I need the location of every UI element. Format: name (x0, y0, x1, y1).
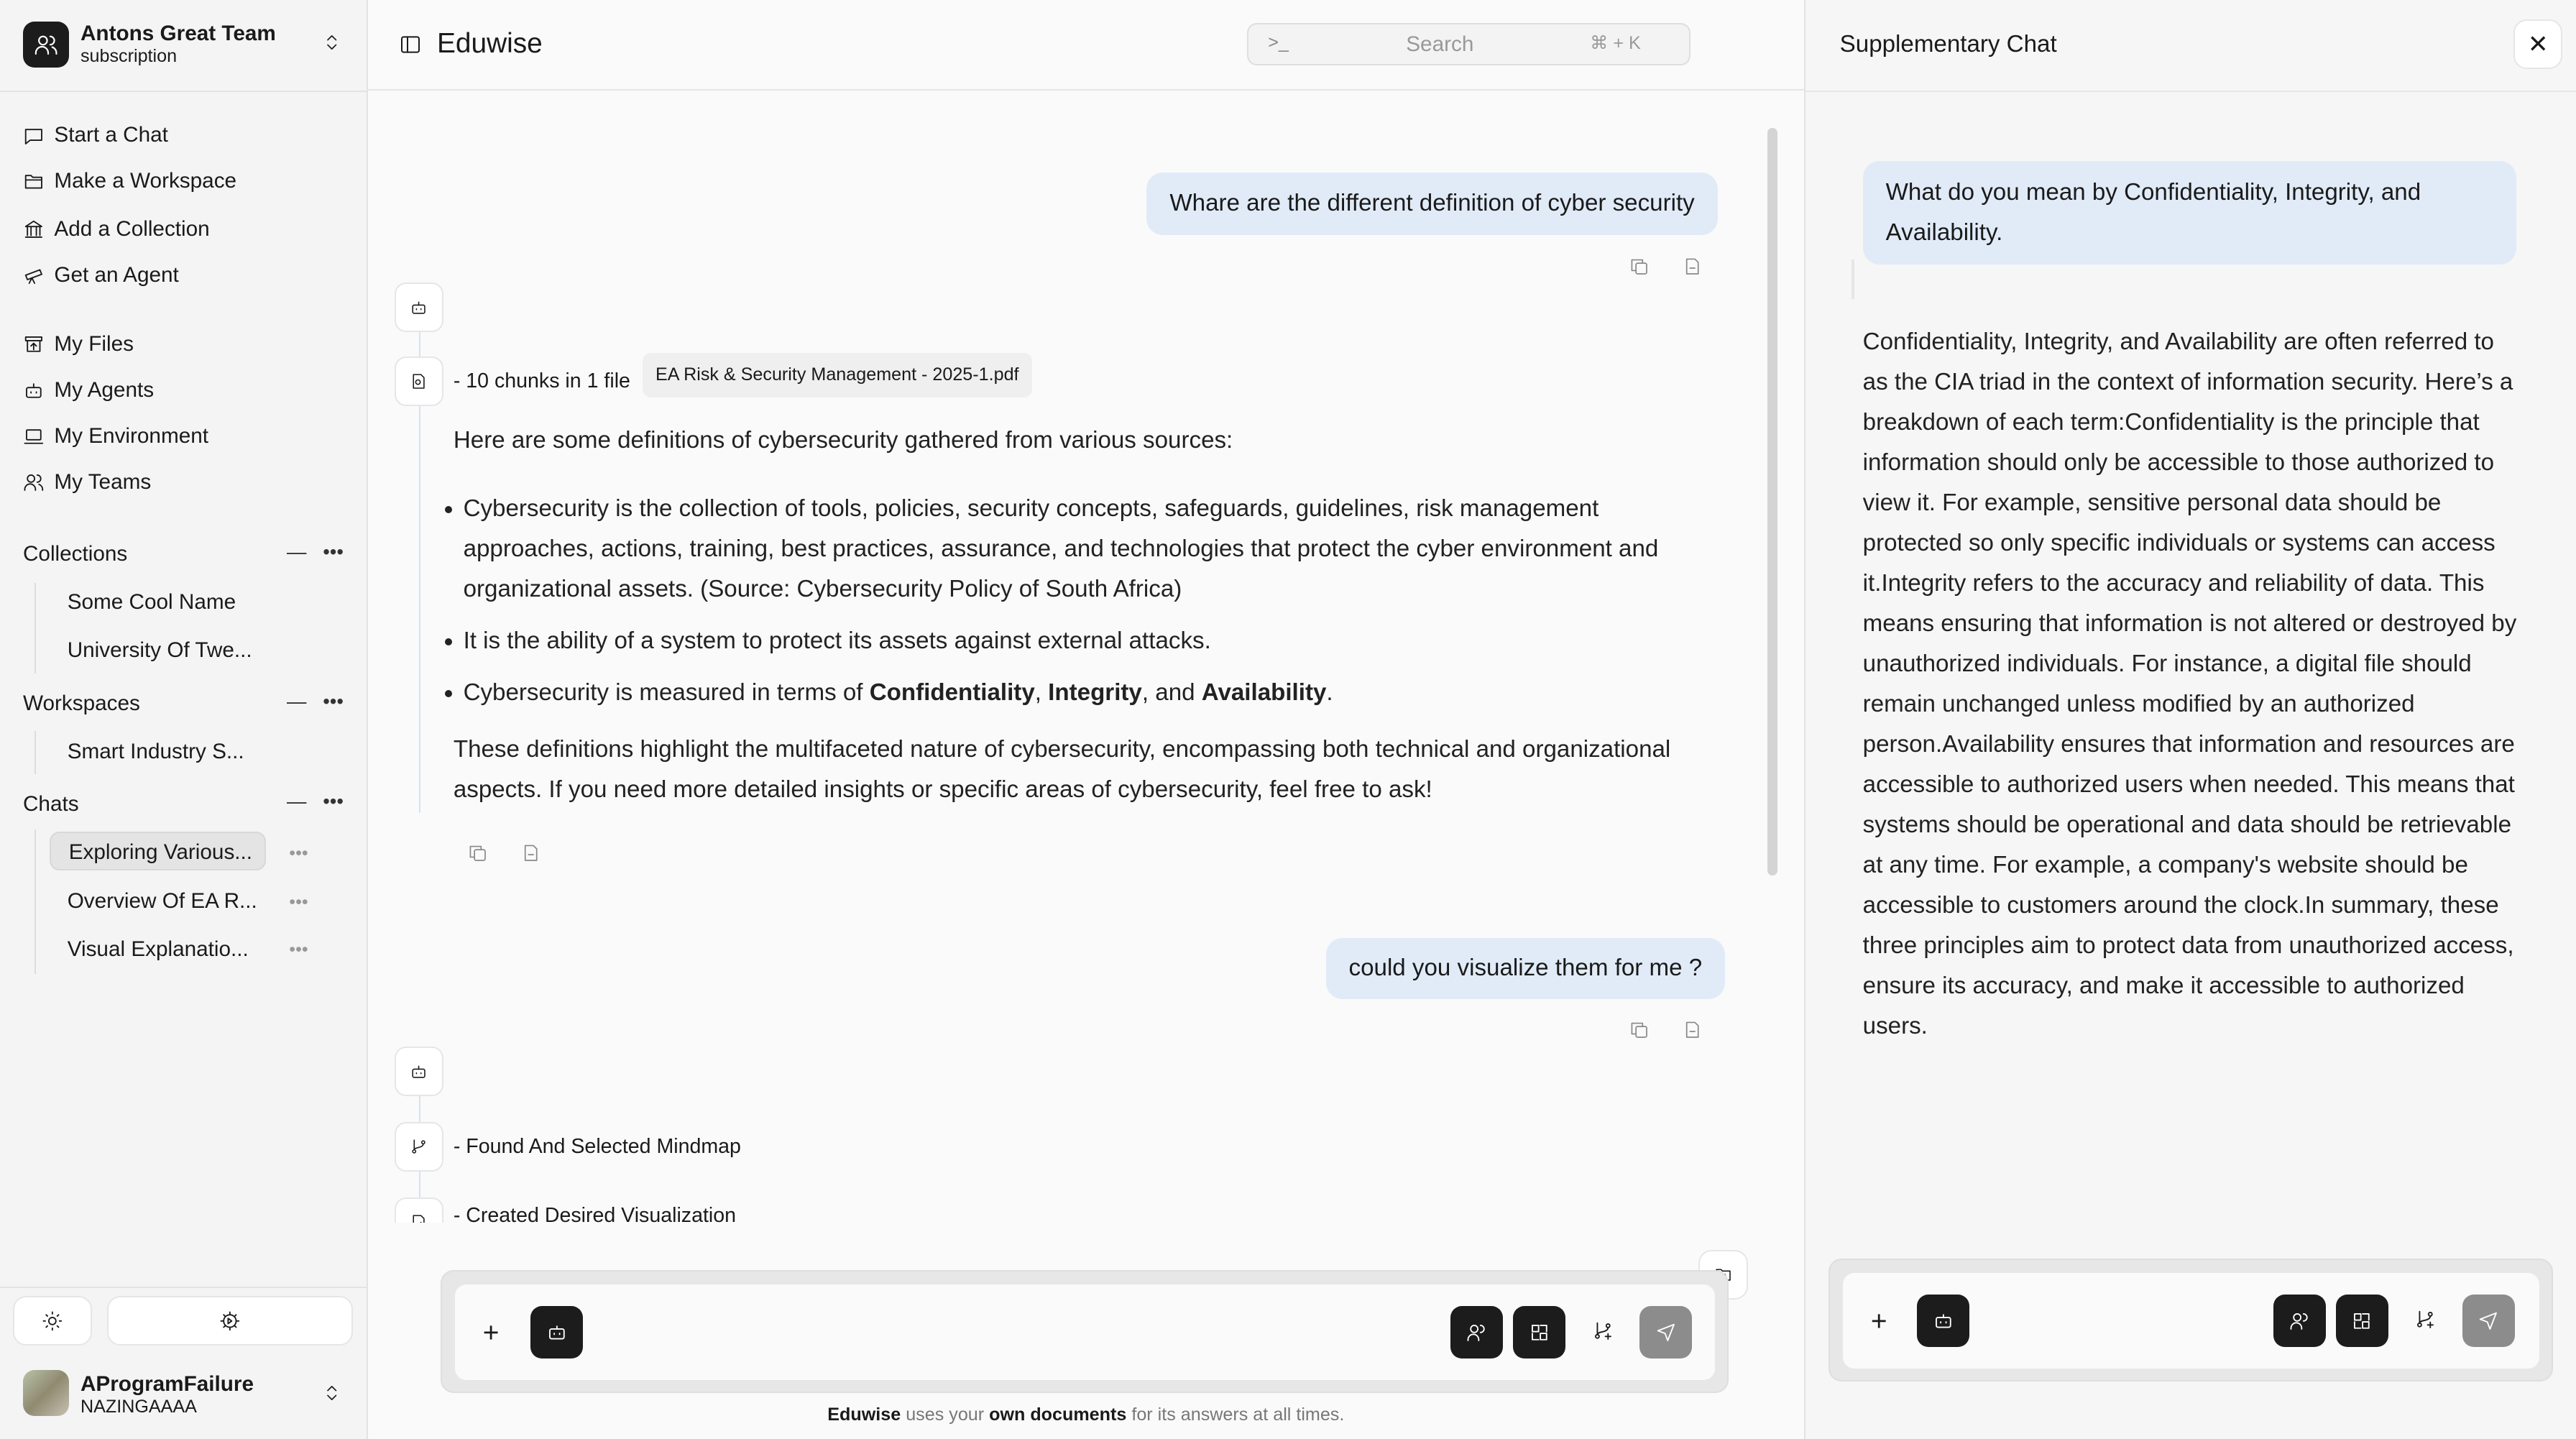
more-icon[interactable]: ••• (323, 689, 344, 712)
source-file-chip[interactable]: EA Risk & Security Management - 2025-1.pdf (643, 353, 1032, 397)
send-button[interactable] (1639, 1306, 1692, 1358)
answer-intro: Here are some definitions of cybersecurity gathered from various sources: (453, 427, 1233, 454)
nav-label: Make a Workspace (54, 169, 237, 193)
nav-label: My Agents (54, 377, 155, 402)
nav-my-teams[interactable] (23, 470, 151, 495)
team-name: Antons Great Team (80, 21, 276, 45)
users-icon (34, 32, 58, 57)
list-item (464, 673, 1702, 713)
chat-more-icon[interactable]: ••• (289, 892, 308, 913)
collapse-icon[interactable]: — (286, 540, 307, 563)
bot-message-icon (546, 1322, 568, 1343)
panel-title: Supplementary Chat (1839, 31, 2057, 58)
git-branch-icon (395, 1122, 444, 1172)
collapse-icon[interactable]: — (286, 790, 307, 813)
file-icon[interactable] (521, 843, 540, 868)
collection-button[interactable] (1513, 1306, 1565, 1358)
git-branch-plus-icon[interactable] (1592, 1320, 1614, 1348)
team-button[interactable] (2273, 1295, 2326, 1347)
nav-label: My Teams (54, 469, 152, 494)
send-icon (2478, 1310, 2499, 1332)
answer-outro: These definitions highlight the multifaceted nature of cybersecurity, encompassing both technical and organizational aspects. If you need more detailed insights or specific areas of cybersecurity, feel free to ask! (453, 735, 1671, 803)
emphasis: own documents (989, 1404, 1127, 1425)
brand: Eduwise (827, 1404, 901, 1425)
users-icon (1466, 1322, 1488, 1343)
collection-item[interactable]: University Of Twe... (67, 638, 252, 662)
composer (1828, 1259, 2553, 1381)
nav-label: My Environment (54, 423, 208, 448)
text: for its answers at all times. (1126, 1404, 1345, 1425)
collapse-icon[interactable]: — (286, 689, 307, 712)
copy-icon[interactable] (1629, 257, 1649, 282)
composer (441, 1270, 1729, 1393)
team-logo (23, 22, 69, 68)
chunks-info: - 10 chunks in 1 file (453, 369, 630, 393)
add-icon[interactable]: + (1870, 1305, 1887, 1337)
nav-label: Start a Chat (54, 123, 168, 147)
copy-icon[interactable] (468, 843, 487, 868)
user-name: AProgramFailure (80, 1371, 254, 1396)
nav-add-collection[interactable] (23, 217, 210, 242)
user-handle: NAZINGAAAA (80, 1396, 197, 1417)
team-switcher-chevron-icon[interactable] (322, 31, 341, 60)
user-message: What do you mean by Confidentiality, Integrity, and Availability. (1863, 161, 2517, 265)
search-placeholder: Search (1406, 32, 1474, 57)
more-icon[interactable]: ••• (323, 540, 344, 563)
collections-actions (287, 541, 344, 564)
nav-make-workspace[interactable] (23, 169, 236, 193)
step-list-clip (368, 1035, 1765, 1223)
nav-label: Get an Agent (54, 262, 179, 287)
chat-more-icon[interactable]: ••• (289, 842, 308, 863)
page-title: Eduwise (436, 27, 543, 59)
library-icon (23, 219, 45, 240)
definition-list (431, 489, 1702, 713)
text: , (1034, 679, 1049, 706)
close-icon: ✕ (2527, 30, 2549, 58)
user-message: Whare are the different definition of cyber security (1146, 173, 1717, 235)
disclaimer (368, 1404, 1804, 1425)
users-icon (23, 472, 45, 493)
grid-icon (2351, 1310, 2373, 1332)
telescope-icon (23, 265, 45, 286)
file-search-icon (395, 357, 444, 406)
grid-icon (1529, 1322, 1550, 1343)
team-plan: subscription (80, 45, 178, 66)
agent-button[interactable] (530, 1306, 583, 1358)
avatar[interactable] (23, 1370, 69, 1416)
divider (0, 91, 367, 92)
sidebar (0, 0, 368, 1439)
close-button[interactable] (2513, 19, 2563, 69)
nav-get-agent[interactable] (23, 263, 179, 288)
tree-line (34, 731, 36, 773)
supplementary-chat-panel (1804, 0, 2576, 1439)
file-check-icon (395, 1197, 444, 1222)
text: Cybersecurity is measured in terms of (463, 679, 870, 706)
send-button[interactable] (2462, 1295, 2515, 1347)
settings-button[interactable] (107, 1296, 354, 1346)
step-text: - Found And Selected Mindmap (453, 1135, 741, 1159)
collection-item[interactable]: Some Cool Name (67, 590, 236, 615)
sidebar-toggle-icon[interactable] (399, 33, 422, 62)
chat-more-icon[interactable]: ••• (289, 939, 308, 960)
scrollbar[interactable] (1767, 128, 1777, 875)
file-icon[interactable] (1683, 257, 1702, 282)
assistant-answer (454, 420, 1702, 810)
more-icon[interactable]: ••• (323, 790, 344, 813)
chat-item[interactable]: Overview Of EA R... (67, 889, 257, 914)
tree-line (34, 583, 36, 673)
gear-icon (219, 1310, 241, 1332)
assistant-answer: Confidentiality, Integrity, and Availability are often referred to as the CIA triad in the context of information security. Here’s a breakdown of each term:Confidentiality is the principle that information should only be accessible to those authorized to view it. For example, sensitive personal data should be protected so only specific individuals or systems can access it.Integrity refers to the accuracy and reliability of data. This means ensuring that information is not altered or destroyed by unauthorized individuals. For instance, a digital file should remain unchanged unless modified by an authorized person.Availability ensures that information and resources are accessible to authorized users when needed. This means that systems should be operational and data should be retrievable at any time. For example, a company's website should be accessible to customers around the clock.In summary, these three principles aim to protect data from unauthorized access, ensure its accuracy, and make it accessible to authorized users. (1862, 328, 2517, 1039)
nav-my-files[interactable] (23, 332, 134, 357)
bot-message-icon (1933, 1310, 1954, 1332)
archive-icon (23, 334, 45, 355)
collection-button[interactable] (2336, 1295, 2388, 1347)
nav-label: Add a Collection (54, 216, 210, 241)
header (368, 0, 1804, 91)
divider (0, 1287, 367, 1288)
nav-my-environment[interactable] (23, 424, 208, 449)
tree-line (34, 829, 36, 974)
list-item: • Cybersecurity is the collection of tools, policies, security concepts, safeguards, guidelines, risk management approaches, actions, training, best practices, assurance, and technologies that protect the cyber environment and organizational assets. (Source: Cybersecurity Policy of South Africa) (464, 489, 1702, 610)
laptop-icon (23, 426, 45, 447)
workspaces-heading: Workspaces (22, 691, 140, 716)
text: uses your (901, 1404, 990, 1425)
user-switcher-chevron-icon[interactable] (322, 1381, 341, 1410)
agent-button[interactable] (1917, 1295, 1969, 1347)
git-branch-plus-icon[interactable] (2414, 1309, 2436, 1336)
chats-heading: Chats (22, 791, 79, 816)
chat-item-active[interactable]: Exploring Various... (50, 832, 267, 871)
theme-toggle-button[interactable] (13, 1296, 92, 1346)
bot-icon (23, 380, 45, 401)
divider (1806, 91, 2576, 92)
thread-line (1852, 259, 1855, 299)
nav-start-chat[interactable] (23, 123, 168, 147)
users-icon (2289, 1310, 2311, 1332)
send-icon (1655, 1322, 1677, 1343)
folder-icon (23, 171, 45, 193)
list-item: • It is the ability of a system to protect its assets against external attacks. (464, 621, 1702, 661)
search-shortcut: ⌘ + K (1590, 33, 1641, 54)
user-message: could you visualize them for me ? (1326, 938, 1726, 999)
nav-my-agents[interactable] (23, 378, 154, 403)
chat-item[interactable]: Visual Explanatio... (67, 937, 249, 961)
terminal-icon: >_ (1268, 32, 1289, 53)
collections-heading: Collections (22, 542, 128, 566)
chat-icon (23, 125, 45, 147)
bot-icon (395, 282, 444, 332)
team-button[interactable] (1450, 1306, 1503, 1358)
bot-icon (395, 1047, 444, 1096)
search-input[interactable] (1247, 23, 1690, 65)
chats-actions (287, 790, 344, 813)
sun-icon (42, 1310, 63, 1332)
step-text: - Created Desired Visualization (453, 1204, 737, 1223)
bold-term: Integrity (1048, 679, 1142, 706)
text: . (1326, 679, 1333, 706)
text: , and (1141, 679, 1202, 706)
workspace-item[interactable]: Smart Industry S... (67, 740, 244, 764)
add-icon[interactable]: + (482, 1317, 500, 1348)
nav-label: My Files (54, 331, 134, 356)
bold-term: Confidentiality (869, 679, 1035, 706)
bold-term: Availability (1201, 679, 1327, 706)
workspaces-actions (287, 690, 344, 713)
